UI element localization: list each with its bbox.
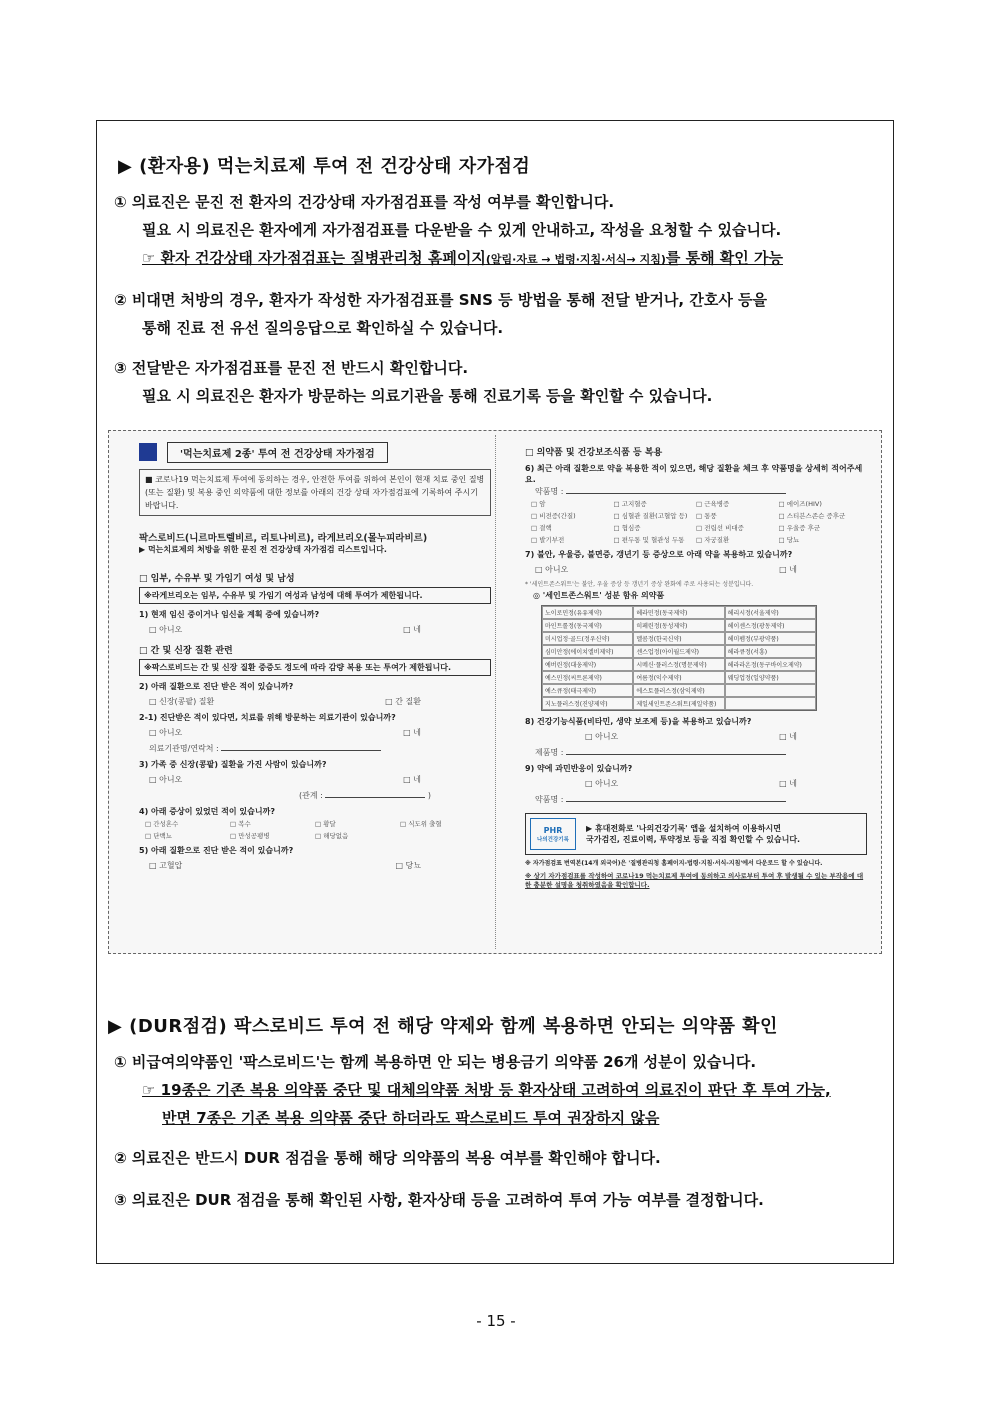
form-title: '먹는치료제 2종' 투여 전 건강상태 자가점검 (167, 442, 388, 463)
form-q5: 5) 아래 질환으로 진단 받은 적이 있습니까? (139, 846, 294, 855)
form-footnote-consent: ※ 상기 자가점검표를 작성하여 코로나19 먹는치료제 투여에 동의하고 의사로부터 투여 후 발생될 수 있는 부작용에 대한 충분한 설명을 청취하였음을 확인합니다. (525, 872, 864, 889)
dur-paragraph-3: ③ 의료진은 DUR 점검을 통해 확인된 사항, 환자상태 등을 고려하여 투여 가능 여부를 결정합니다. (114, 1191, 764, 1209)
paragraph-1: ① 의료진은 문진 전 환자의 건강상태 자가점검표를 작성 여부를 확인합니다. 필요 시 의료진은 환자에게 자가점검표를 다운받을 수 있게 안내하고, 작성을 요청할 수 있습니다. ☞ 환자 건강상태 자가점검표는 질병관리청 홈페이지(알림·자료 → 법령·지침·서식→ 지침)를 통해 확인 가능 (114, 193, 783, 267)
form-q4: 4) 아래 증상이 있었던 적이 있습니까? (139, 807, 275, 816)
form-q2-1: 2-1) 진단받은 적이 있다면, 치료를 위해 방문하는 의료기관이 있습니까? (139, 713, 396, 722)
dur-paragraph-1: ① 비급여의약품인 '팍스로비드'는 함께 복용하면 안 되는 병용금기 의약품 26개 성분이 있습니다. ☞ 19종은 기존 복용 의약품 중단 및 대체의약품 처방 등 환자상태 고려하여 의료진이 판단 후 투여 가능, 반면 7종은 기존 복용 의약품 중단 하더라도 팍스로비드 투여 권장하지 않음 (114, 1053, 831, 1127)
form-footnote-translation: ※ 자가점검표 번역본(14개 외국어)은 '질병관리청 홈페이지-법령·지침·서식-지침'에서 다운로드 할 수 있습니다. (525, 860, 823, 867)
form-drug-sub: ▶ 먹는치료제의 처방을 위한 문진 전 건강상태 자가점검 리스트입니다. (139, 545, 387, 554)
section-title-dur-check: ▶ (DUR점검) 팍스로비드 투여 전 해당 약제와 함께 복용하면 안되는 의약품 확인 (108, 1016, 778, 1037)
form-left-column: '먹는치료제 2종' 투여 전 건강상태 자가점검 ■ 코로나19 먹는치료제 투여에 동의하는 경우, 안전한 투여를 위하여 본인이 현재 치료 중인 질병(또는 질환) 및 복용 중인 의약품에 대한 정보를 아래의 건강 상태 자가점검표에 기록하여 주시기 바랍니다. 팍스로비드(니르마트렐비르, 리토나비르), 라게브리오(몰누피라비르) ▶ 먹는치료제의 처방을 위한 문진 전 건강상태 자가점검 리스트입니다. □ 임부, 수유부 및 가임기 여성 및 남성 ※라게브리오는 임부, 수유부 및 가임기 여성과 남성에 대해 투여가 제한됩니다. 1) 현재 임신 중이거나 임신을 계획 중에 있습니까? □ 아니오 □ 네 □ 간 및 신장 질환 관련 ※팍스로비드는 간 및 신장 질환 중증도 정도에 따라 감량 복용 또는 투여가 제한됩니다. 2) 아래 질환으로 진단 받은 적이 있습니까? □ 신장(콩팥) 질환 □ 간 질환 2-1) 진단받은 적이 있다면, 치료를 위해 방문하는 의료기관이 있습니까? □ 아니오 □ 네 의료기관명/연락처 : 3) 가족 중 신장(콩팥) 질환을 가진 사람이 있습니까? □ 아니오 □ 네 (관계 : ) 4) 아래 증상이 있었던 적이 있습니까? □ 간성혼수 □ 복수 □ 황달 □ 식도위 출혈 □ 단백뇨 □ 만성공팽병 □ 해당없음 5) 아래 질환으로 진단 받은 적이 있습니까? □ 고혈압 □ 당뇨 (139, 441, 491, 943)
form-q6-options: □ 암 □ 고지혈증 □ 근육병증 □ 에이즈(HIV) □ 비전증(간질) □ 심혈관 질환(고혈압 등) □ 통풍 □ 스티븐스존슨 증후군 □ 결핵 □ 협심증 □ 전립선 비대증 □ 우울증 후군 □ 발기부전 □ 편두통 및 혈관성 두통 □ 자궁질환 □ 당뇨 (531, 500, 846, 544)
form-q2-1-institution: 의료기관명/연락처 : (149, 742, 491, 754)
form-q7-list-title: ◎ '세인트존스워트' 성분 함유 의약품 (533, 591, 665, 600)
form-warning-lagevrio: ※라게브리오는 임부, 수유부 및 가임기 여성과 남성에 대해 투여가 제한됩니다. (139, 587, 491, 604)
form-q4-options: □ 간성혼수 □ 복수 □ 황달 □ 식도위 출혈 □ 단백뇨 □ 만성공팽병 □ 해당없음 (145, 820, 442, 840)
form-logo-square (139, 443, 157, 461)
form-section-liver-kidney: □ 간 및 신장 질환 관련 (139, 646, 233, 656)
page-number: - 15 - (476, 1312, 516, 1330)
form-q8: 8) 건강기능식품(비타민, 생약 보조제 등)을 복용하고 있습니까? (525, 717, 752, 726)
form-drug-names: 팍스로비드(니르마트렐비르, 리토나비르), 라게브리오(몰누피라비르) (139, 533, 428, 544)
form-q7: 7) 불안, 우울증, 불면증, 갱년기 등 증상으로 아래 약을 복용하고 있습니까? (525, 550, 793, 559)
form-warning-paxlovid: ※팍스로비드는 간 및 신장 질환 중증도 정도에 따라 감량 복용 또는 투여가 제한됩니다. (139, 659, 491, 676)
form-section-pregnancy: □ 임부, 수유부 및 가임기 여성 및 남성 (139, 574, 295, 584)
form-q1: 1) 현재 임신 중이거나 임신을 계획 중에 있습니까? (139, 610, 320, 619)
form-q7-drug-table: 노이로민정(유유제약) 헤라민정(동국제약) 헤리시정(서울제약) 마인트롤정(동국제약) 히페린정(동성제약) 헤이센스정(광동제약) 미시업정·골드(정우신약) 멜콤정(한국신약) 헤미펨정(부광약품) 심미안정(에이치엘비제약) 센스업정(아이월드제약) 헤라큐정(서흥) 예버린정(대웅제약) 시메신·플러스정(명문제약) 헤라라온정(동구바이오제약) 예스민정(씨트론제약) 여름정(익수제약) 웨딩업정(일양약품) 예스큐정(태극제약) 에스토플러스정(삼익제약) 지노플러스정(진양제약) 제일세인트존스워트(제일약품) (541, 605, 817, 711)
paragraph-3: ③ 전달받은 자가점검표를 문진 전 반드시 확인합니다. 필요 시 의료진은 환자가 방문하는 의료기관을 통해 진료기록 등을 확인할 수 있습니다. (114, 359, 713, 405)
form-q3: 3) 가족 중 신장(콩팥) 질환을 가진 사람이 있습니까? (139, 760, 327, 769)
form-intro: ■ 코로나19 먹는치료제 투여에 동의하는 경우, 안전한 투여를 위하여 본인이 현재 치료 중인 질병(또는 질환) 및 복용 중인 의약품에 대한 정보를 아래의 건강 상태 자가점검표에 기록하여 주시기 바랍니다. (139, 469, 491, 516)
phr-app-icon: PHR 나의건강기록 (530, 818, 576, 850)
form-q9: 9) 약에 과민반응이 있습니까? (525, 764, 633, 773)
self-check-form-image (108, 430, 882, 954)
form-q7-note: * '세인트존스워트'는 불안, 우울 증상 등 갱년기 증상 완화에 주로 사용되는 성분입니다. (525, 581, 754, 588)
form-q6: 6) 최근 아래 질환으로 약을 복용한 적이 있으면, 해당 질환을 체크 후 약품명을 상세히 적어주세요. (525, 464, 863, 484)
form-phr-banner: PHR 나의건강기록 ▶ 휴대전화로 '나의건강기록' 앱을 설치하여 이용하시면 국가검진, 진료이력, 투약정보 등을 직접 확인할 수 있습니다. (525, 813, 867, 855)
form-section-medicines: □ 의약품 및 건강보조식품 등 복용 (525, 448, 663, 458)
form-right-column: □ 의약품 및 건강보조식품 등 복용 6) 최근 아래 질환으로 약을 복용한 적이 있으면, 해당 질환을 체크 후 약품명을 상세히 적어주세요. 약품명 : □ 암 □ 고지혈증 □ 근육병증 □ 에이즈(HIV) □ 비전증(간질) □ 심혈관 질환(고혈압 등) □ 통풍 □ 스티븐스존슨 증후군 □ 결핵 □ 협심증 □ 전립선 비대증 □ 우울증 후군 □ 발기부전 □ 편두통 및 혈관성 두통 □ 자궁질환 □ 당뇨 7) 불안, 우울증, 불면증, 갱년기 등 증상으로 아래 약을 복용하고 있습니까? □ 아니오 □ 네 * '세인트존스워트'는 불안, 우울 증상 등 갱년기 증상 완화에 주로 사용되는 성분입니다. ◎ '세인트존스워트' 성분 함유 의약품 노이로민정(유유제약) 헤라민정(동국제약) 헤리시정(서울제약) 마인트롤정(동국제약) 히페린정(동성제약) 헤이센스정(광동제약) 미시업정·골드(정우신약) 멜콤정(한국신약) 헤미펨정(부광약품) 심미안정(에이치엘비제약) 센스업정(아이월드제약) 헤라큐정(서흥) 예버린정(대웅제약) 시메신·플러스정(명문제약) 헤라라온정(동구바이오제약) 예스민정(씨트론제약) 여름정(익수제약) 웨딩업정(일양약품) 예스큐정(태극제약) 에스토플러스정(삼익제약) 지노플러스정(진양제약) 제일세인트존스워트(제일약품) 8) 건강기능식품(비타민, 생약 보조제 등)을 복용하고 있습니까? □ 아니오 □ 네 제품명 : 9) 약에 과민반응이 있습니까? □ 아니오 □ 네 약품명 : PHR 나의건강기록 ▶ 휴대전화로 '나의건강기록' 앱을 설치하여 이용하시면 국가검진, 진료이력, 투약정보 등을 직접 확인할 수 있습니다. ※ 자가점검표 번역본(14개 외국어)은 '질병관리청 홈페이지-법령·지침·서식-지침'에서 다운로드 할 수 있습니다. ※ 상기 자가점검표를 작성하여 코로나19 먹는치료제 투여에 동의하고 의사로부터 투여 후 발생될 수 있는 부작용에 대한 충분한 설명을 청취하였음을 확인합니다. (525, 441, 867, 943)
form-q3-relation: (관계 : ) (299, 791, 432, 800)
paragraph-2: ② 비대면 처방의 경우, 환자가 작성한 자가점검표를 SNS 등 방법을 통해 전달 받거나, 간호사 등을 통해 진료 전 유선 질의응답으로 확인하실 수 있습니다. (114, 291, 768, 337)
section-title-self-check: ▶ (환자용) 먹는치료제 투여 전 건강상태 자가점검 (118, 156, 531, 177)
form-column-divider (495, 435, 496, 949)
dur-paragraph-2: ② 의료진은 반드시 DUR 점검을 통해 해당 의약품의 복용 여부를 확인해야 합니다. (114, 1149, 661, 1167)
form-q2: 2) 아래 질환으로 진단 받은 적이 있습니까? (139, 682, 294, 691)
